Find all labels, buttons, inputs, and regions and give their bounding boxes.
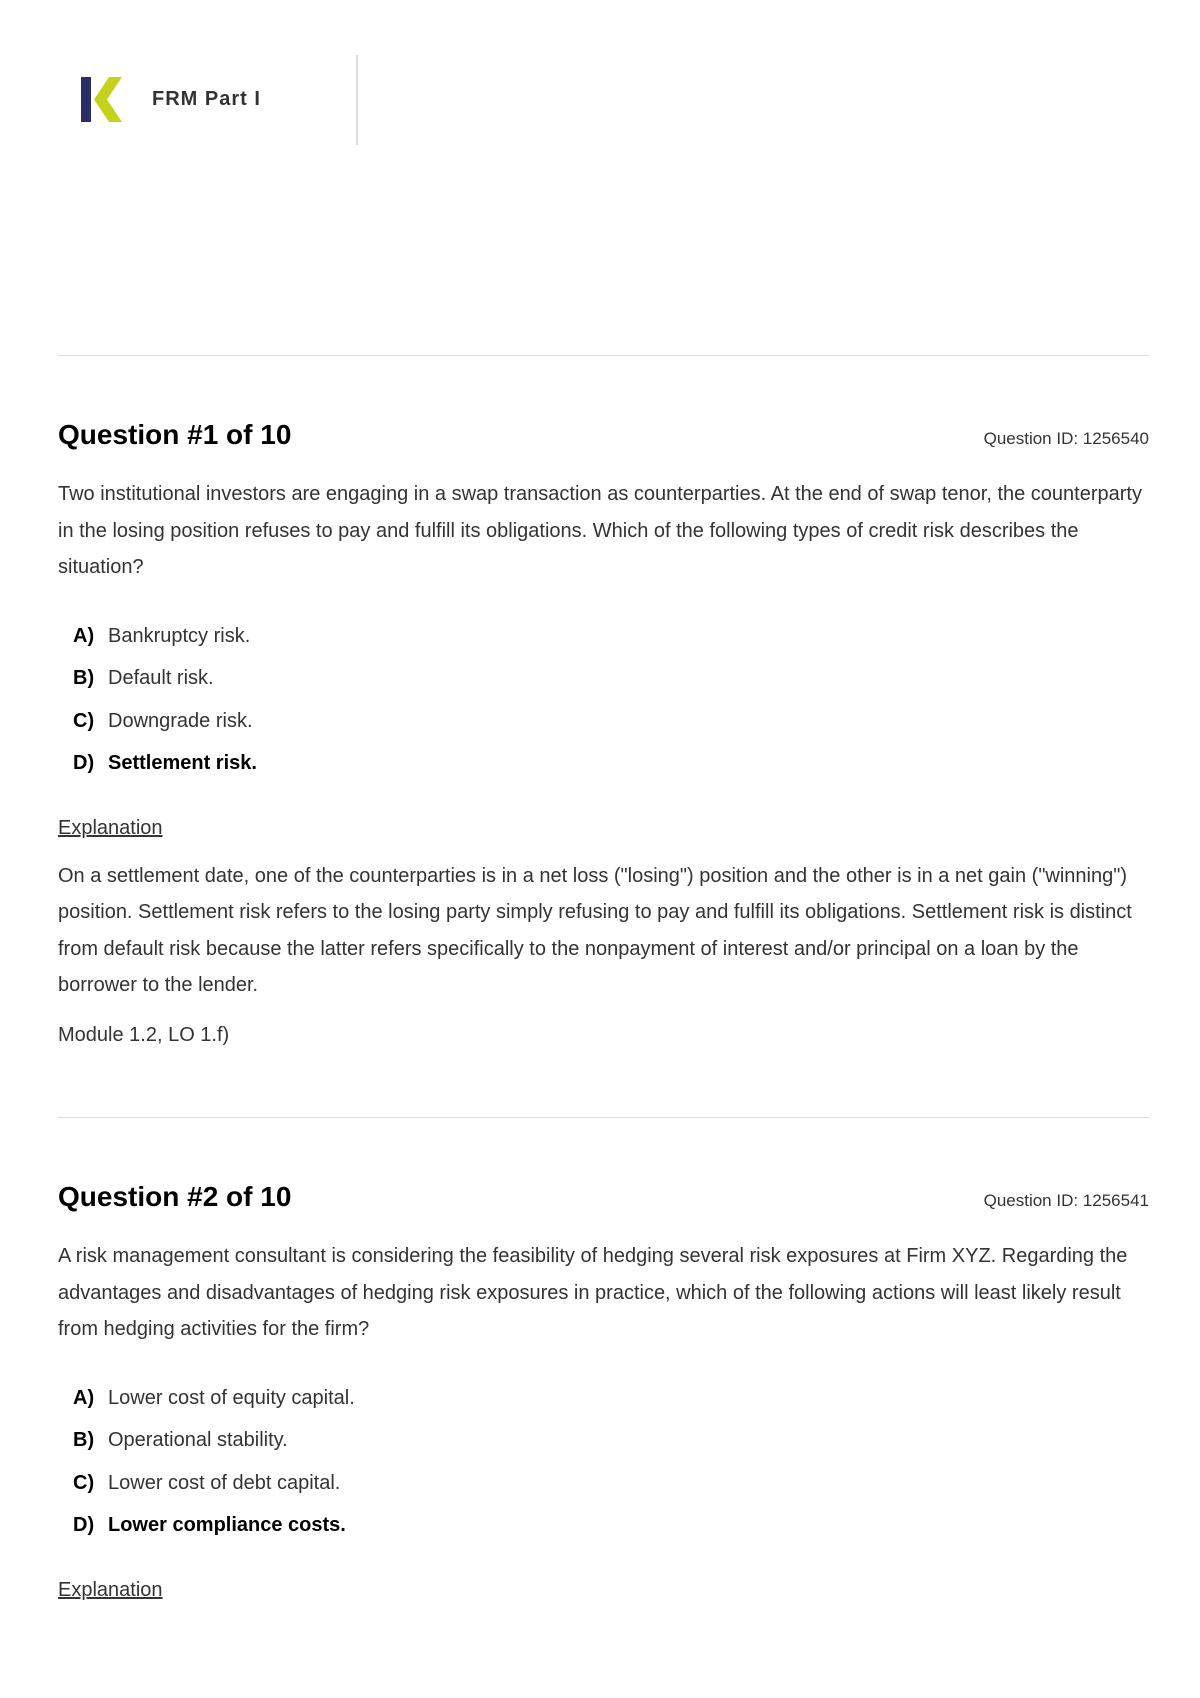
question-stem: Two institutional investors are engaging in a swap transaction as counterparties. At the end of swap tenor, the counterparty in the losing position refuses to pay and fulfill its obligations. Which of the following types of credit risk describes the situation? (58, 483, 1142, 578)
answer-option-correct (58, 1511, 1149, 1554)
answer-letter: D) (73, 752, 95, 774)
k-logo-icon (81, 77, 125, 122)
answer-option (58, 1426, 1149, 1469)
question-header (58, 419, 1149, 459)
answer-letter: C) (73, 709, 95, 732)
answer-option (58, 707, 1149, 750)
section-divider (58, 1117, 1149, 1118)
answer-text: Operational stability. (108, 1429, 288, 1451)
answer-letter: A) (73, 1386, 95, 1409)
answer-letter: C) (73, 1471, 95, 1494)
page-header (0, 0, 1200, 150)
answer-option-correct (58, 749, 1149, 792)
question-title: Question #1 of 10 (58, 419, 292, 450)
answer-list (58, 622, 1149, 792)
answer-option (58, 664, 1149, 707)
answer-text: Default risk. (108, 667, 214, 689)
answer-option (58, 622, 1149, 665)
answer-letter: D) (73, 1514, 95, 1536)
question-block (58, 419, 1149, 1049)
question-stem: A risk management consultant is considering the feasibility of hedging several risk exposures at Firm XYZ. Regarding the advantages and disadvantages of hedging risk exposures in practice, which of the following actions will least likely result from hedging activities for the firm? (58, 1245, 1128, 1340)
question-title: Question #2 of 10 (58, 1181, 292, 1212)
answer-list (58, 1384, 1149, 1554)
section-divider (58, 355, 1149, 356)
answer-text: Lower compliance costs. (108, 1514, 346, 1536)
question-id: Question ID: 1256540 (983, 429, 1149, 448)
answer-letter: B) (73, 1429, 95, 1451)
question-id: Question ID: 1256541 (983, 1191, 1149, 1210)
explanation-text: On a settlement date, one of the counterparties is in a net loss ("losing") position and the other is in a net gain ("winning") position. Settlement risk refers to the losing party simply refusing to pay and fulfill its obligations. Settlement risk is distinct from default risk because the latter refers specifically to the nonpayment of interest and/or principal on a loan by the borrower to the lender. (58, 864, 1132, 996)
module-reference: Module 1.2, LO 1.f) (58, 1023, 230, 1046)
answer-letter: A) (73, 624, 95, 647)
answer-option (58, 1469, 1149, 1512)
explanation-link[interactable]: Explanation (58, 816, 163, 839)
explanation-link[interactable]: Explanation (58, 1578, 163, 1601)
answer-text: Lower cost of debt capital. (108, 1471, 341, 1494)
question-header (58, 1181, 1149, 1221)
answer-letter: B) (73, 667, 95, 689)
answer-text: Bankruptcy risk. (108, 624, 251, 647)
question-block (58, 1181, 1149, 1602)
header-divider (356, 55, 358, 145)
course-title: FRM Part I (152, 88, 261, 110)
answer-text: Settlement risk. (108, 752, 257, 774)
answer-option (58, 1384, 1149, 1427)
answer-text: Downgrade risk. (108, 709, 253, 732)
answer-text: Lower cost of equity capital. (108, 1386, 355, 1409)
